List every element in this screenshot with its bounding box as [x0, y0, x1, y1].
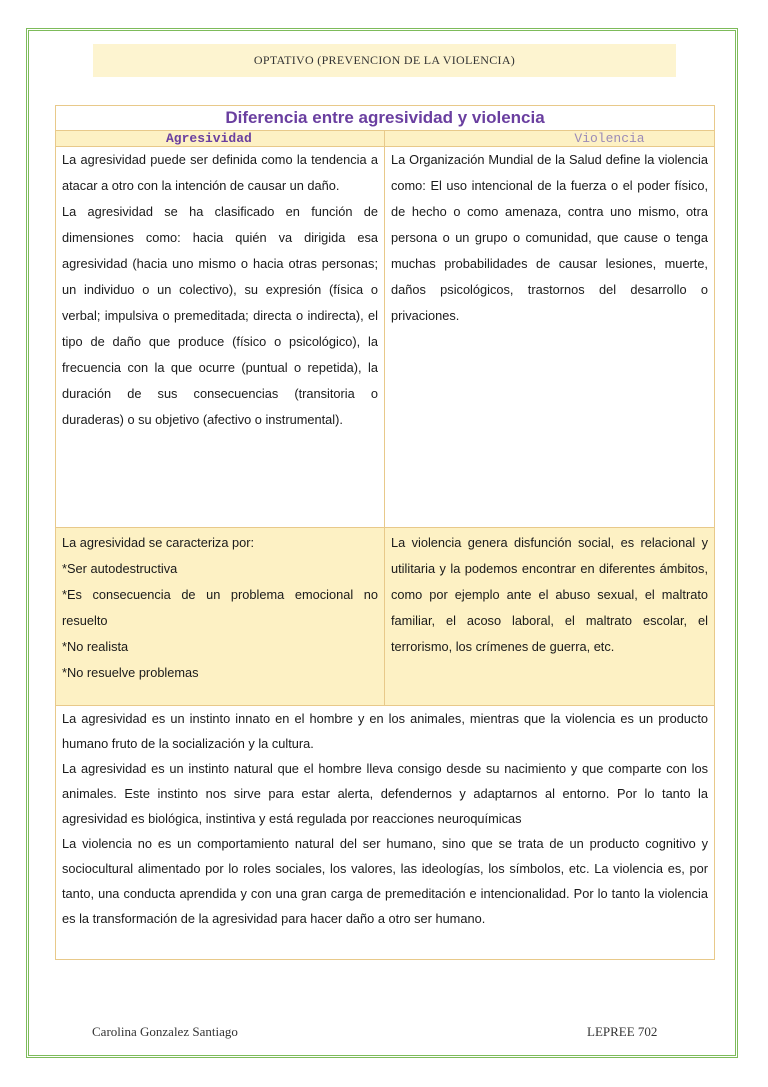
footer-author: Carolina Gonzalez Santiago — [92, 1024, 238, 1039]
column-header-agresividad: Agresividad — [56, 131, 385, 147]
summary-paragraph: La agresividad es un instinto innato en el hombre y en los animales, mientras que la violencia es un producto humano fruto de la socialización y la cultura. — [62, 711, 708, 751]
characteristic-item: *Es consecuencia de un problema emocional no resuelto — [62, 587, 378, 628]
characteristic-item: *Ser autodestructiva — [62, 561, 178, 576]
summary-paragraph: La violencia no es un comportamiento natural del ser humano, sino que se trata de un producto cognitivo y sociocultural alimentado por lo roles sociales, los valores, las ideologías, los símbolos, etc. La violencia es, por tanto, una conducta aprendida y con una gran carga de premeditación e intencionalidad. Por lo tanto la violencia es la transformación de la agresividad para hacer daño a otro ser humano. — [62, 836, 708, 926]
row1-right-cell — [385, 147, 715, 528]
characteristics-intro: La agresividad se caracteriza por: — [62, 535, 255, 550]
header-title: OPTATIVO (PREVENCION DE LA VIOLENCIA) — [253, 53, 516, 67]
row1-left-cell — [56, 147, 385, 528]
violencia-definition: La Organización Mundial de la Salud define la violencia como: El uso intencional de la fuerza o el poder físico, de hecho o como amenaza, contra uno mismo, otra persona o un grupo o comunidad, que cause o tenga muchas probabilidades de causar lesiones, muerte, daños psicológicos, trastornos del desarrollo o privaciones. — [391, 152, 708, 323]
table-title: Diferencia entre agresividad y violencia — [56, 106, 715, 131]
row2-left-cell — [56, 528, 385, 706]
characteristic-item: *No resuelve problemas — [62, 665, 199, 680]
summary-paragraph: La agresividad es un instinto natural que el hombre lleva consigo desde su nacimiento y que comparte con los animales. Este instinto nos sirve para estar alerta, defendernos y adaptarnos al entorno. Por lo tanto la agresividad es biológica, instintiva y está regulada por reacciones neuroquímicas — [62, 761, 708, 826]
row3-summary-cell — [56, 706, 715, 960]
agresividad-definition: La agresividad puede ser definida como la tendencia a atacar a otro con la intención de causar un daño. — [62, 152, 378, 193]
row2-right-cell — [385, 528, 715, 706]
agresividad-classification: La agresividad se ha clasificado en función de dimensiones como: hacia quién va dirigida esa agresividad (hacia uno mismo o hacia otras personas; un individuo o un colectivo), su expresión (física o verbal; impulsiva o premeditada; directa o indirecta), el tipo de daño que produce (físico o psicológico), la frecuencia con la que ocurre (puntual o repetida), la duración de sus consecuencias (transitoria o duraderas) o su objetivo (afectivo o instrumental). — [62, 204, 378, 427]
column-header-violencia: Violencia — [385, 131, 715, 147]
violencia-dysfunction: La violencia genera disfunción social, es relacional y utilitaria y la podemos encontrar en diferentes ámbitos, como por ejemplo ante el abuso sexual, el maltrato familiar, el acoso laboral, el maltrato escolar, el terrorismo, los crímenes de guerra, etc. — [391, 535, 708, 654]
footer-code: LEPREE 702 — [587, 1024, 658, 1039]
characteristic-item: *No realista — [62, 639, 129, 654]
comparison-table — [55, 105, 715, 960]
page-header — [93, 44, 676, 77]
